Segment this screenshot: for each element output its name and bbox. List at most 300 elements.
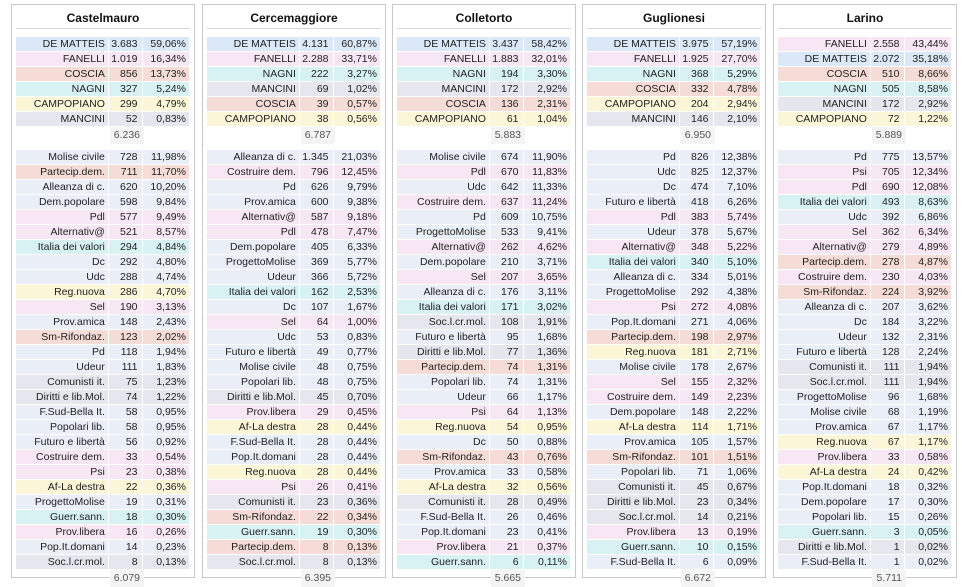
result-row — [207, 255, 381, 270]
result-row — [207, 315, 381, 330]
vote-percent: 0,77% — [334, 345, 381, 359]
total-value: 5.711 — [872, 570, 906, 587]
candidate-name: Soc.l.cr.mol. — [397, 315, 490, 329]
result-row — [587, 180, 761, 195]
vote-percent: 5,67% — [714, 225, 761, 239]
candidate-name: CAMPOPIANO — [397, 112, 490, 126]
vote-percent: 1,67% — [334, 300, 381, 314]
vote-percent: 10,20% — [143, 180, 190, 194]
result-row — [207, 300, 381, 315]
candidate-name: Sel — [397, 270, 490, 284]
vote-count: 3.437 — [490, 37, 524, 51]
vote-percent: 0,41% — [524, 525, 571, 539]
result-row — [207, 285, 381, 300]
vote-percent: 3,13% — [143, 300, 190, 314]
candidate-name: Pop.It.domani — [778, 480, 871, 494]
result-row — [397, 465, 571, 480]
vote-percent: 33,71% — [334, 52, 381, 66]
result-row — [207, 540, 381, 555]
vote-count: 190 — [109, 300, 143, 314]
vote-percent: 6,34% — [905, 225, 952, 239]
candidate-name: Reg.nuova — [778, 435, 871, 449]
result-row — [587, 390, 761, 405]
result-row — [207, 555, 381, 570]
lists-section — [16, 150, 190, 570]
result-row — [587, 195, 761, 210]
result-row — [397, 540, 571, 555]
candidates-section — [778, 37, 952, 127]
vote-percent: 0,58% — [905, 450, 952, 464]
result-row — [16, 255, 190, 270]
candidate-name: NAGNI — [397, 67, 490, 81]
result-row — [587, 420, 761, 435]
result-row — [397, 225, 571, 240]
vote-count: 1.019 — [109, 52, 143, 66]
candidate-name: F.Sud-Bella It. — [16, 405, 109, 419]
candidate-name: Futuro e libertà — [16, 435, 109, 449]
result-row — [587, 225, 761, 240]
vote-percent: 1,36% — [524, 345, 571, 359]
vote-percent: 2,43% — [143, 315, 190, 329]
total-row — [207, 570, 381, 587]
vote-percent: 4,89% — [905, 240, 952, 254]
result-row — [207, 165, 381, 180]
vote-percent: 12,37% — [714, 165, 761, 179]
result-row — [778, 210, 952, 225]
vote-count: 207 — [490, 270, 524, 284]
municipality-title: Guglionesi — [587, 8, 761, 29]
vote-percent: 2,31% — [524, 97, 571, 111]
vote-percent: 2,97% — [714, 330, 761, 344]
vote-count: 22 — [300, 510, 334, 524]
vote-count: 105 — [680, 435, 714, 449]
result-row — [16, 390, 190, 405]
vote-percent: 0,42% — [905, 465, 952, 479]
vote-percent: 60,87% — [334, 37, 381, 51]
candidate-name: Molise civile — [778, 405, 871, 419]
result-row — [587, 315, 761, 330]
candidate-name: Prov.libera — [207, 405, 300, 419]
result-row — [778, 510, 952, 525]
result-row — [397, 52, 571, 67]
result-row — [16, 360, 190, 375]
vote-percent: 0,34% — [334, 510, 381, 524]
result-row — [397, 435, 571, 450]
total-row — [778, 127, 952, 144]
vote-count: 14 — [680, 510, 714, 524]
result-row — [207, 97, 381, 112]
result-row — [207, 465, 381, 480]
vote-percent: 5,77% — [334, 255, 381, 269]
vote-count: 598 — [109, 195, 143, 209]
vote-percent: 58,42% — [524, 37, 571, 51]
vote-count: 72 — [871, 112, 905, 126]
vote-count: 114 — [680, 420, 714, 434]
candidate-name: Popolari lib. — [587, 465, 680, 479]
result-row — [587, 435, 761, 450]
candidate-name: Costruire dem. — [207, 165, 300, 179]
vote-percent: 11,24% — [524, 195, 571, 209]
vote-count: 378 — [680, 225, 714, 239]
result-row — [397, 495, 571, 510]
vote-count: 48 — [300, 375, 334, 389]
vote-percent: 2,02% — [143, 330, 190, 344]
total-row — [587, 127, 761, 144]
result-row — [397, 510, 571, 525]
vote-count: 23 — [300, 495, 334, 509]
vote-count: 711 — [109, 165, 143, 179]
candidate-name: Dc — [778, 315, 871, 329]
candidate-name: FANELLI — [587, 52, 680, 66]
candidate-name: F.Sud-Bella It. — [397, 510, 490, 524]
total-value: 6.672 — [681, 570, 715, 587]
vote-percent: 2,92% — [905, 97, 952, 111]
vote-count: 23 — [109, 465, 143, 479]
vote-count: 39 — [300, 97, 334, 111]
vote-percent: 1,91% — [524, 315, 571, 329]
vote-count: 38 — [300, 112, 334, 126]
result-row — [397, 390, 571, 405]
result-row — [16, 330, 190, 345]
total-value: 6.787 — [301, 127, 335, 144]
vote-percent: 11,98% — [143, 150, 190, 164]
vote-percent: 5,72% — [334, 270, 381, 284]
result-row — [587, 405, 761, 420]
vote-percent: 13,73% — [143, 67, 190, 81]
vote-count: 155 — [680, 375, 714, 389]
candidate-name: NAGNI — [16, 82, 109, 96]
candidate-name: Prov.libera — [16, 525, 109, 539]
result-row — [207, 150, 381, 165]
lists-section — [207, 150, 381, 570]
vote-count: 620 — [109, 180, 143, 194]
vote-percent: 1,19% — [905, 405, 952, 419]
vote-count: 728 — [109, 150, 143, 164]
vote-count: 14 — [109, 540, 143, 554]
vote-percent: 0,54% — [143, 450, 190, 464]
vote-count: 825 — [680, 165, 714, 179]
vote-percent: 0,95% — [143, 405, 190, 419]
vote-percent: 0,70% — [334, 390, 381, 404]
result-row — [16, 450, 190, 465]
vote-percent: 0,11% — [524, 555, 571, 569]
vote-count: 178 — [680, 360, 714, 374]
result-row — [397, 255, 571, 270]
vote-count: 642 — [490, 180, 524, 194]
candidate-name: Comunisti it. — [778, 360, 871, 374]
candidate-name: ProgettoMolise — [207, 255, 300, 269]
vote-count: 6 — [680, 555, 714, 569]
vote-count: 15 — [871, 510, 905, 524]
vote-count: 3.683 — [109, 37, 143, 51]
vote-count: 626 — [300, 180, 334, 194]
candidate-name: Prov.amica — [16, 315, 109, 329]
candidate-name: Pd — [397, 210, 490, 224]
result-row — [778, 270, 952, 285]
candidate-name: Pop.It.domani — [587, 315, 680, 329]
candidate-name: Costruire dem. — [778, 270, 871, 284]
vote-percent: 0,13% — [334, 555, 381, 569]
candidate-name: Partecip.dem. — [16, 165, 109, 179]
vote-percent: 8,66% — [905, 67, 952, 81]
vote-percent: 0,67% — [714, 480, 761, 494]
result-row — [16, 112, 190, 127]
result-row — [16, 555, 190, 570]
candidate-name: Prov.amica — [587, 435, 680, 449]
candidate-name: COSCIA — [778, 67, 871, 81]
vote-percent: 2,22% — [714, 405, 761, 419]
vote-count: 856 — [109, 67, 143, 81]
vote-count: 198 — [680, 330, 714, 344]
vote-count: 271 — [680, 315, 714, 329]
result-row — [778, 525, 952, 540]
candidate-name: CAMPOPIANO — [587, 97, 680, 111]
vote-percent: 0,37% — [524, 540, 571, 554]
result-row — [397, 37, 571, 52]
result-row — [587, 525, 761, 540]
candidate-name: Pop.It.domani — [16, 540, 109, 554]
vote-percent: 12,34% — [905, 165, 952, 179]
vote-count: 95 — [490, 330, 524, 344]
vote-percent: 0,75% — [334, 360, 381, 374]
vote-count: 383 — [680, 210, 714, 224]
candidate-name: FANELLI — [778, 37, 871, 51]
candidate-name: Alleanza di c. — [16, 180, 109, 194]
vote-percent: 0,57% — [334, 97, 381, 111]
total-spacer — [16, 570, 110, 587]
result-row — [778, 390, 952, 405]
vote-percent: 9,84% — [143, 195, 190, 209]
vote-count: 577 — [109, 210, 143, 224]
candidate-name: Prov.amica — [778, 420, 871, 434]
vote-percent: 3,92% — [905, 285, 952, 299]
result-row — [778, 345, 952, 360]
result-row — [778, 315, 952, 330]
lists-section — [587, 150, 761, 570]
candidate-name: Italia dei valori — [16, 240, 109, 254]
result-row — [397, 150, 571, 165]
vote-count: 1.925 — [680, 52, 714, 66]
candidate-name: DE MATTEIS — [16, 37, 109, 51]
vote-count: 184 — [871, 315, 905, 329]
vote-percent: 8,58% — [905, 82, 952, 96]
vote-count: 66 — [490, 390, 524, 404]
result-row — [778, 67, 952, 82]
vote-percent: 3,30% — [524, 67, 571, 81]
vote-count: 111 — [871, 375, 905, 389]
vote-count: 108 — [490, 315, 524, 329]
candidate-name: NAGNI — [778, 82, 871, 96]
vote-count: 294 — [109, 240, 143, 254]
result-row — [397, 285, 571, 300]
vote-count: 478 — [300, 225, 334, 239]
result-row — [207, 52, 381, 67]
result-row — [207, 330, 381, 345]
lists-section — [397, 150, 571, 570]
candidate-name: Popolari lib. — [397, 375, 490, 389]
result-row — [397, 195, 571, 210]
candidate-name: Udc — [16, 270, 109, 284]
vote-count: 207 — [871, 300, 905, 314]
candidate-name: Molise civile — [16, 150, 109, 164]
result-row — [587, 67, 761, 82]
candidate-name: Sm-Rifondaz. — [778, 285, 871, 299]
result-row — [587, 52, 761, 67]
vote-count: 8 — [300, 555, 334, 569]
vote-percent: 21,03% — [334, 150, 381, 164]
result-row — [16, 52, 190, 67]
vote-count: 111 — [109, 360, 143, 374]
total-row — [778, 570, 952, 587]
candidate-name: Sm-Rifondaz. — [207, 510, 300, 524]
result-row — [16, 225, 190, 240]
result-row — [16, 37, 190, 52]
vote-percent: 2,23% — [714, 390, 761, 404]
result-row — [778, 540, 952, 555]
candidate-name: Dem.popolare — [397, 255, 490, 269]
candidate-name: Sm-Rifondaz. — [587, 450, 680, 464]
candidate-name: Psi — [587, 300, 680, 314]
candidates-section — [587, 37, 761, 127]
candidate-name: Prov.amica — [397, 465, 490, 479]
vote-percent: 0,36% — [143, 480, 190, 494]
vote-percent: 3,11% — [524, 285, 571, 299]
result-row — [397, 67, 571, 82]
vote-count: 149 — [680, 390, 714, 404]
candidate-name: Dc — [587, 180, 680, 194]
vote-count: 28 — [300, 420, 334, 434]
vote-percent: 1,22% — [905, 112, 952, 126]
vote-count: 366 — [300, 270, 334, 284]
candidate-name: Pdl — [778, 180, 871, 194]
candidate-name: Reg.nuova — [587, 345, 680, 359]
vote-percent: 3,71% — [524, 255, 571, 269]
vote-count: 101 — [680, 450, 714, 464]
vote-percent: 4,74% — [143, 270, 190, 284]
vote-count: 2.072 — [871, 52, 905, 66]
candidate-name: Pdl — [587, 210, 680, 224]
vote-count: 176 — [490, 285, 524, 299]
result-row — [397, 555, 571, 570]
vote-count: 670 — [490, 165, 524, 179]
vote-percent: 11,83% — [524, 165, 571, 179]
vote-count: 705 — [871, 165, 905, 179]
result-row — [16, 285, 190, 300]
vote-count: 50 — [490, 435, 524, 449]
candidate-name: Pd — [16, 345, 109, 359]
vote-percent: 0,09% — [714, 555, 761, 569]
candidate-name: Udc — [397, 180, 490, 194]
result-row — [778, 405, 952, 420]
vote-percent: 0,56% — [334, 112, 381, 126]
candidate-name: ProgettoMolise — [587, 285, 680, 299]
result-row — [587, 330, 761, 345]
candidate-name: Alternativ@ — [207, 210, 300, 224]
vote-count: 19 — [109, 495, 143, 509]
total-row — [16, 570, 190, 587]
vote-percent: 0,13% — [143, 555, 190, 569]
vote-percent: 43,44% — [905, 37, 952, 51]
vote-count: 68 — [871, 405, 905, 419]
candidate-name: Af-La destra — [397, 480, 490, 494]
result-row — [397, 525, 571, 540]
result-row — [778, 240, 952, 255]
candidate-name: MANCINI — [587, 112, 680, 126]
result-row — [587, 240, 761, 255]
result-row — [397, 240, 571, 255]
vote-count: 505 — [871, 82, 905, 96]
vote-count: 2.288 — [300, 52, 334, 66]
candidate-name: Pd — [587, 150, 680, 164]
result-row — [587, 495, 761, 510]
municipality-panel — [392, 4, 576, 584]
candidate-name: Soc.l.cr.mol. — [207, 555, 300, 569]
vote-percent: 0,34% — [714, 495, 761, 509]
vote-percent: 11,33% — [524, 180, 571, 194]
vote-count: 521 — [109, 225, 143, 239]
result-row — [778, 375, 952, 390]
result-row — [397, 180, 571, 195]
result-row — [397, 330, 571, 345]
total-value: 6.079 — [110, 570, 144, 587]
vote-count: 74 — [109, 390, 143, 404]
vote-count: 194 — [490, 67, 524, 81]
vote-count: 172 — [871, 97, 905, 111]
candidate-name: Diritti e lib.Mol. — [397, 345, 490, 359]
result-row — [778, 255, 952, 270]
candidate-name: Af-La destra — [587, 420, 680, 434]
vote-count: 210 — [490, 255, 524, 269]
vote-count: 162 — [300, 285, 334, 299]
vote-count: 58 — [109, 420, 143, 434]
vote-count: 64 — [490, 405, 524, 419]
vote-percent: 3,02% — [524, 300, 571, 314]
vote-count: 17 — [871, 495, 905, 509]
total-spacer — [207, 570, 301, 587]
result-row — [397, 345, 571, 360]
total-spacer — [587, 570, 681, 587]
result-row — [207, 240, 381, 255]
result-row — [207, 390, 381, 405]
vote-count: 292 — [109, 255, 143, 269]
result-row — [587, 360, 761, 375]
candidate-name: Alleanza di c. — [587, 270, 680, 284]
result-row — [778, 180, 952, 195]
candidate-name: Molise civile — [207, 360, 300, 374]
vote-percent: 0,23% — [143, 540, 190, 554]
vote-count: 136 — [490, 97, 524, 111]
vote-percent: 0,30% — [905, 495, 952, 509]
vote-percent: 1,04% — [524, 112, 571, 126]
vote-count: 58 — [109, 405, 143, 419]
result-row — [16, 480, 190, 495]
vote-percent: 12,08% — [905, 180, 952, 194]
vote-percent: 1,68% — [905, 390, 952, 404]
candidate-name: CAMPOPIANO — [207, 112, 300, 126]
vote-percent: 0,26% — [143, 525, 190, 539]
vote-percent: 27,70% — [714, 52, 761, 66]
result-row — [397, 315, 571, 330]
vote-count: 3 — [871, 525, 905, 539]
vote-count: 279 — [871, 240, 905, 254]
vote-percent: 3,22% — [905, 315, 952, 329]
candidate-name: Pop.It.domani — [207, 450, 300, 464]
candidate-name: Costruire dem. — [397, 195, 490, 209]
candidate-name: Popolari lib. — [778, 510, 871, 524]
candidate-name: Futuro e libertà — [778, 345, 871, 359]
vote-percent: 1,94% — [143, 345, 190, 359]
candidate-name: Dem.popolare — [778, 495, 871, 509]
